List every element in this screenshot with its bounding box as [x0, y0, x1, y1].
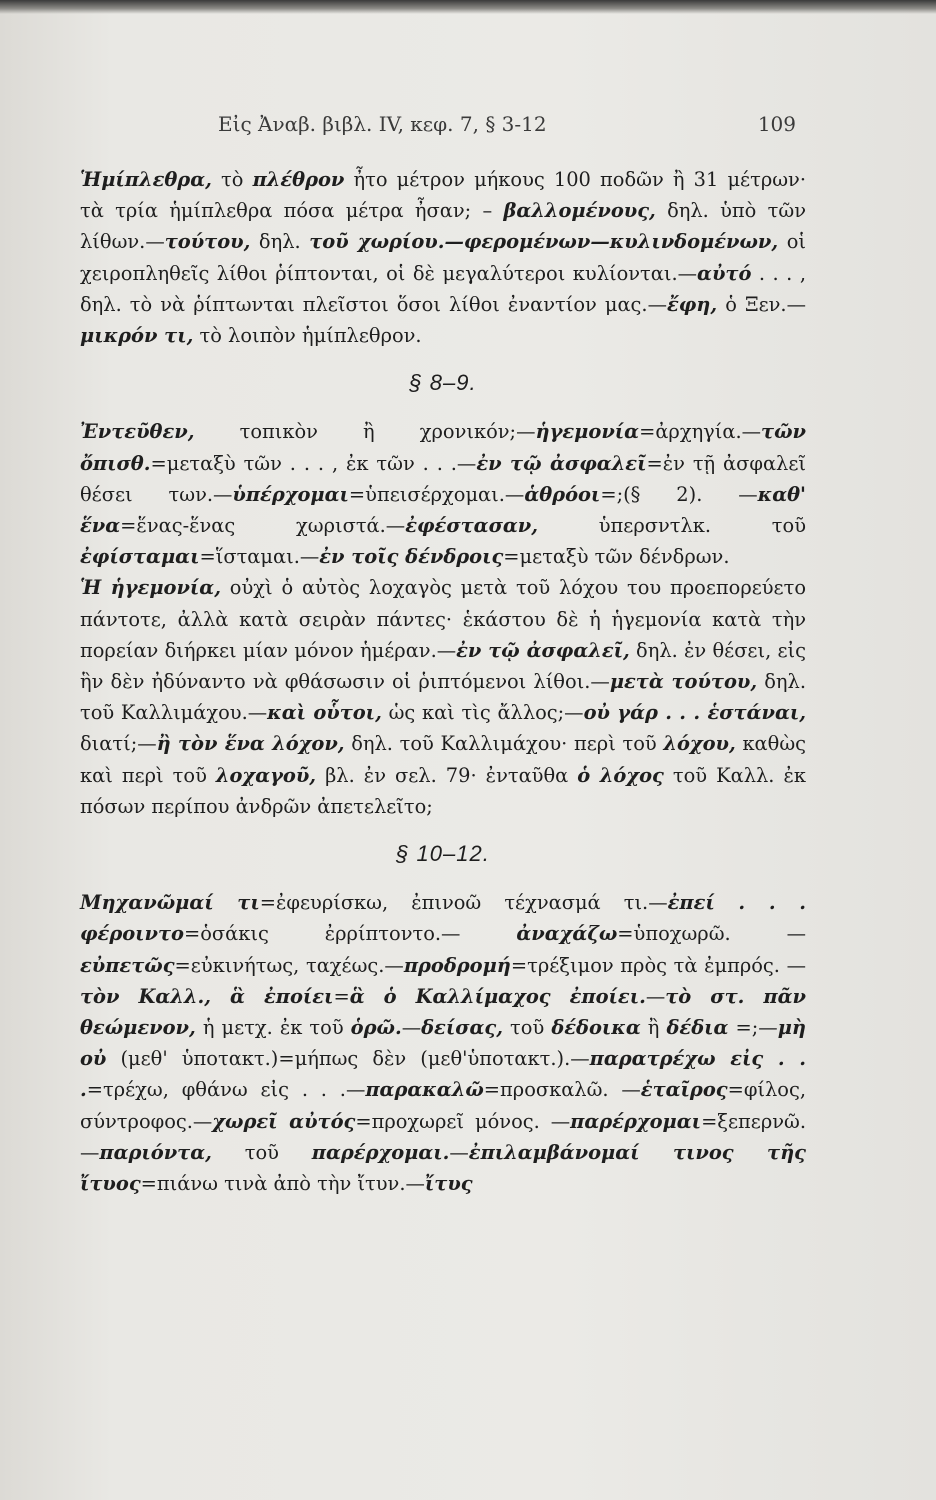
gloss-text: οὐχὶ ὁ αὐτὸς λοχαγὸς μετὰ τοῦ λόχου του προεπορεύετο πάντοτε, ἀλλὰ κατὰ σειρὰν πάντες· ἑκάστου δὲ ἡ ἡγεμονία κατὰ τὴν πορείαν διήρκει μίαν μόνον ἡμέραν.—: [80, 576, 806, 662]
lemma-term: ἐν τῷ ἀσφαλεῖ,: [456, 638, 630, 662]
gloss-text: =προσκαλῶ. —: [483, 1078, 641, 1102]
lemma-term: μὴ οὐ: [80, 1016, 806, 1071]
gloss-text: =ἵσταμαι.—: [199, 545, 320, 569]
lemma-term: ἢ τὸν ἕνα λόχον,: [156, 732, 345, 756]
gloss-text: =ξεπερνῶ.—: [80, 1109, 806, 1164]
page-top-edge: [0, 0, 936, 14]
lemma-term: καθ' ἕνα: [80, 482, 806, 538]
gloss-text: =ἀρχηγία.—: [639, 420, 762, 444]
lemma-term: καὶ οὗτοι,: [267, 701, 382, 725]
lemma-term: αὐτό: [697, 261, 752, 285]
lemma-term: Ἡ ἡγεμονία,: [80, 576, 221, 600]
page-number: 109: [757, 112, 796, 136]
gloss-text: =εὐκινήτως, ταχέως.—: [174, 953, 404, 977]
lemma-term: τῶν ὄπισθ.: [80, 420, 806, 475]
lemma-term: ὁρῶ.: [350, 1016, 402, 1040]
lemma-term: παριόντα,: [99, 1140, 212, 1164]
gloss-text: —: [401, 1016, 422, 1040]
lemma-term: τούτου,: [164, 230, 251, 254]
gloss-text: =ἕνας-ἕνας χωριστά.—: [120, 514, 406, 538]
lemma-term: πλέθρον: [252, 168, 345, 191]
gloss-text: τὸ λοιπὸν ἡμίπλεθρον.: [193, 324, 422, 348]
gloss-text: =;(§ 2). —: [600, 482, 758, 506]
gloss-text: —: [645, 984, 666, 1008]
lemma-term: ἀναχάζω: [516, 922, 618, 946]
gloss-text: (μεθ' ὑποτακτ.)=μήπως δὲν (μεθ'ὑποτακτ.).—: [106, 1047, 590, 1071]
gloss-text: δηλ.: [250, 230, 310, 254]
gloss-text: =ὁσάκις ἐρρίπτοντο.—: [183, 922, 517, 946]
gloss-text: δηλ. τοῦ Καλλιμάχου· περὶ τοῦ: [344, 732, 664, 756]
gloss-text: =τρέχω, φθάνω εἰς . . .—: [86, 1078, 366, 1102]
lemma-term: ἡγεμονία: [535, 420, 640, 444]
gloss-text: =ἐφευρίσκω, ἐπινοῶ τέχνασμά τι.—: [259, 891, 668, 915]
gloss-text: =ἐν τῇ ἀσφαλεῖ θέσει των.—: [80, 451, 806, 506]
gloss-text: δηλ. τοῦ Καλλιμάχου.—: [80, 670, 806, 725]
gloss-text: διατί;—: [80, 732, 157, 756]
gloss-text: βλ. ἐν σελ. 79· ἐνταῦθα: [316, 763, 578, 787]
page-content: [80, 164, 806, 1199]
section-heading-8-9: § 8–9.: [409, 370, 477, 396]
gloss-text: τοῦ: [503, 1016, 552, 1040]
lemma-term: λοχαγοῦ,: [215, 763, 317, 787]
gloss-text: =μεταξὺ τῶν . . . , ἐκ τῶν . . .—: [150, 451, 477, 475]
lemma-term: ἐπιλαμβάνομαί τινος τῆς ἴτυος: [80, 1140, 806, 1196]
gloss-text: =προχωρεῖ μόνος. —: [355, 1109, 571, 1133]
lemma-term: τὸ στ. πᾶν θεώμενον,: [80, 984, 806, 1040]
lemma-term: ἴτυς: [424, 1172, 473, 1196]
lemma-term: προδρομή: [403, 953, 511, 977]
gloss-text: δηλ. ἐν θέσει, εἰς ἣν δὲν ἠδύναντο νὰ φθάσωσιν οἱ ῥιπτόμενοι λίθοι.—: [80, 638, 807, 694]
gloss-text: =μεταξὺ τῶν δένδρων.: [503, 545, 730, 569]
lemma-term: ἐπεί . . . φέροιντο: [80, 891, 807, 946]
page-header: [80, 112, 796, 142]
gloss-text: ὡς καὶ τὶς ἄλλος;—: [381, 701, 584, 725]
gloss-text: τοῦ Καλλ. ἐκ πόσων περίπου ἀνδρῶν ἀπετελεῖτο;: [80, 763, 806, 818]
lemma-term: Ἡμίπλεθρα,: [80, 168, 212, 191]
lemma-term: λόχου,: [663, 732, 736, 756]
commentary-paragraph-3: [80, 572, 806, 822]
lemma-term: παρέρχομαι: [570, 1109, 702, 1133]
gloss-text: =πιάνω τινὰ ἀπὸ τὴν ἴτυν.—: [140, 1172, 425, 1196]
lemma-term: Μηχανῶμαί τι: [80, 891, 260, 915]
lemma-term: δέδοικα: [551, 1016, 641, 1040]
lemma-term: παρακαλῶ: [365, 1078, 484, 1102]
lemma-term: ὁ λόχος: [577, 763, 664, 787]
gloss-text: =τρέξιμον πρὸς τὰ ἐμπρός. —: [510, 953, 806, 977]
commentary-paragraph-4: [80, 887, 806, 1199]
gloss-text: =φίλος, σύντροφος.—: [80, 1078, 806, 1133]
lemma-term: εὐπετῶς: [80, 953, 175, 977]
gloss-text: —: [449, 1140, 469, 1164]
commentary-paragraph-1: [80, 164, 806, 351]
gloss-text: δηλ. ὑπὸ τῶν λίθων.—: [80, 199, 806, 254]
gloss-text: ἡ μετχ. ἐκ τοῦ: [195, 1016, 351, 1040]
lemma-term: ἐν τῷ ἀσφαλεῖ: [476, 451, 647, 475]
lemma-term: δείσας,: [421, 1016, 503, 1040]
lemma-term: παρέρχομαι.: [311, 1140, 450, 1164]
lemma-term: ἑταῖρος: [640, 1078, 728, 1102]
gloss-text: =ὑποχωρῶ. —: [617, 922, 807, 946]
lemma-term: μικρόν τι,: [80, 324, 194, 348]
lemma-term: ἐν τοῖς δένδροις: [319, 545, 504, 569]
gloss-text: ὁ Ξεν.—: [717, 292, 806, 316]
gloss-text: ἦτο μέτρον μήκους 100 ποδῶν ἢ 31 μέτρων· τὰ τρία ἡμίπλεθρα πόσα μέτρα ἦσαν; –: [80, 168, 806, 223]
commentary-paragraph-2: [80, 416, 806, 572]
lemma-term: ὑπέρχομαι: [232, 482, 349, 506]
lemma-term: τὸν Καλλ., ἃ ἐποίει: [80, 984, 334, 1008]
gloss-text: =ὑπεισέρχομαι.—: [348, 482, 525, 506]
lemma-term: ἐφίσταμαι: [80, 545, 200, 569]
gloss-text: καθὼς καὶ περὶ τοῦ: [80, 732, 806, 787]
lemma-term: βαλλομένους,: [503, 199, 656, 223]
gloss-text: ὑπερσντλκ. τοῦ: [538, 514, 806, 538]
gloss-text: ἢ: [640, 1016, 667, 1040]
lemma-term: ἐφέστασαν,: [405, 514, 539, 538]
gloss-text: τὸ: [211, 168, 253, 191]
section-heading-10-12: § 10–12.: [396, 841, 490, 867]
lemma-term: ἃ ὁ Καλλίμαχος ἐποίει.: [349, 984, 646, 1008]
gloss-text: τοῦ: [211, 1140, 312, 1164]
gloss-text: =;—: [728, 1016, 778, 1040]
gloss-text: οἱ χειροπληθεῖς λίθοι ῥίπτονται, οἱ δὲ μεγαλύτεροι κυλίονται.—: [80, 230, 806, 285]
lemma-term: ἔφη,: [666, 292, 718, 316]
running-title: Εἰς Ἀναβ. βιβλ. IV, κεφ. 7, § 3-12: [218, 112, 547, 136]
gloss-text: =: [333, 984, 350, 1008]
lemma-term: Ἐντεῦθεν,: [80, 420, 195, 444]
lemma-term: μετὰ τούτου,: [609, 670, 758, 694]
lemma-term: παρατρέχω εἰς . . .: [80, 1047, 807, 1102]
lemma-term: δέδια: [666, 1016, 729, 1040]
lemma-term: τοῦ χωρίου.—φερομένων—κυλινδομένων,: [309, 230, 779, 254]
lemma-term: ἁθρόοι: [524, 482, 601, 506]
gloss-text: τοπικὸν ἢ χρονικόν;—: [194, 420, 536, 444]
lemma-term: χωρεῖ αὐτός: [212, 1109, 356, 1133]
lemma-term: οὐ γάρ . . . ἑστάναι,: [583, 701, 807, 725]
gloss-text: . . . , δηλ. τὸ νὰ ῥίπτωνται πλεῖστοι ὅσοι λίθοι ἐναντίον μας.—: [80, 261, 806, 316]
